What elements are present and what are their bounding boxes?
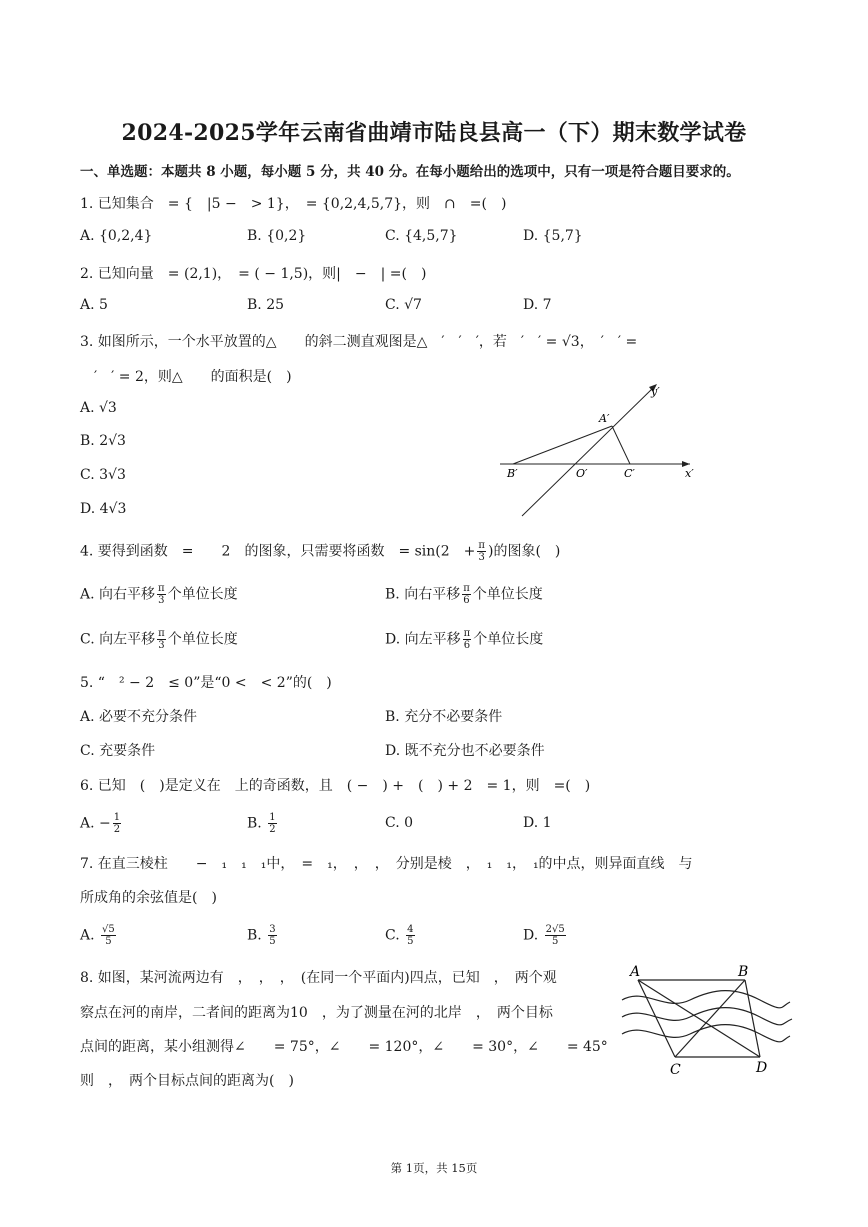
frac-num: √5 [102,924,115,935]
frac-num: π [463,583,470,594]
q4-option-a [80,583,238,606]
opt-frac [268,924,276,947]
label-y: y′ [651,385,660,398]
q1-option-a: A. {0,2,4} [80,228,153,244]
q4-stem-fraction [477,540,486,563]
frac-den: 5 [407,936,414,947]
frac-num: 3 [269,924,276,935]
q1-option-b: B. {0,2} [247,228,307,244]
question-6-stem: 6. 已知 ( )是定义在 上的奇函数，且 ( − ) + ( ) + 2 = 1，则 =( ) [80,778,591,794]
frac-den: 6 [463,595,470,606]
opt-frac [101,924,116,947]
opt-text: B. [247,815,267,832]
q3-option-a: A. √3 [80,400,117,416]
question-4-stem [80,540,560,563]
q3-option-d: D. 4√3 [80,501,127,517]
question-3-stem: 3. 如图所示，一个水平放置的△ 的斜二测直观图是△ ′ ′ ′，若 ′ ′ = √3， ′ ′ = [80,334,638,350]
q2-option-a: A. 5 [80,297,108,313]
q4-option-c [80,628,238,651]
frac-den: 3 [478,552,485,563]
question-5-stem: 5. “ ² − 2 ≤ 0”是“0 < < 2”的( ) [80,675,332,691]
opt-frac [157,628,166,651]
opt-tail: 个单位长度 [472,586,543,603]
q2-option-d: D. 7 [523,297,552,313]
q7-option-a [80,924,118,947]
q7-option-b [247,924,279,947]
q4-stem-tail: )的图象( ) [487,543,561,560]
segment-bd [745,980,760,1057]
opt-tail: 个单位长度 [167,586,238,603]
label-a: A [630,964,641,980]
label-b: B [738,964,749,980]
q5-option-a: A. 必要不充分条件 [80,709,198,725]
q1-option-d: D. {5,7} [523,228,583,244]
q3-option-b: B. 2√3 [80,433,126,449]
q3-option-c: C. 3√3 [80,467,126,483]
label-b: B′ [507,467,518,480]
q6-option-b [247,812,279,835]
question-8-stem-line3: 点间的距离，某小组测得∠ = 75°，∠ = 120°，∠ = 30°，∠ = 45° [80,1039,608,1055]
question-7-stem-line2: 所成角的余弦值是( ) [80,890,217,906]
frac-num: 4 [407,924,414,935]
q6-option-d: D. 1 [523,815,552,831]
river-wave-3 [622,1025,790,1042]
opt-text: C. 向左平移 [80,631,156,648]
q4-option-d [385,628,543,651]
opt-frac [113,812,121,835]
question-8-stem-line2: 察点在河的南岸，二者间的距离为10 ，为了测量在河的北岸 ， 两个目标 [80,1005,553,1021]
frac-den: 5 [269,936,276,947]
question-2-stem: 2. 已知向量 = (2,1)， = ( − 1,5)，则| − | =( ) [80,266,427,282]
label-d: D [756,1060,768,1076]
opt-frac [157,583,166,606]
opt-text: D. [523,927,543,944]
q5-option-b: B. 充分不必要条件 [385,709,503,725]
question-8-stem-line4: 则 ， 两个目标点间的距离为( ) [80,1073,294,1089]
frac-num: π [463,628,471,639]
section-heading: 一、单选题：本题共 8 小题，每小题 5 分，共 40 分。在每小题给出的选项中，只有一项是符合题目要求的。 [80,164,740,180]
opt-frac [462,583,471,606]
question-1-stem: 1. 已知集合 = { |5 − > 1}， = {0,2,4,5,7}，则 ∩ =( ) [80,196,507,212]
opt-text: D. 向左平移 [385,631,461,648]
label-c: C′ [624,467,635,480]
q5-option-c: C. 充要条件 [80,743,156,759]
q2-option-c: C. √7 [385,297,422,313]
question-7-stem: 7. 在直三棱柱 − ₁ ₁ ₁中， = ₁， ， ， 分别是棱 ， ₁ ₁， ₁的中点，则异面直线 与 [80,856,693,872]
opt-tail: 个单位长度 [167,631,238,648]
q6-option-a [80,812,123,835]
question-3-stem-line2: ′ ′ = 2，则△ 的面积是( ) [80,369,292,385]
q2-option-b: B. 25 [247,297,285,313]
river-figure [620,962,795,1077]
frac-num: π [158,628,165,639]
page-footer: 第 1页，共 15页 [390,1161,478,1175]
label-x: x′ [685,467,694,480]
opt-frac [268,812,276,835]
y-axis [522,386,655,516]
q7-option-d [523,924,568,947]
label-c: C [670,1062,681,1078]
segment-ab [513,426,612,464]
frac-num: π [158,583,165,594]
frac-den: 3 [158,640,165,651]
q6-option-c: C. 0 [385,815,414,831]
oblique-projection-figure [495,380,705,520]
frac-num: 1 [113,812,121,823]
frac-den: 5 [105,936,112,947]
opt-text: B. [247,927,267,944]
q1-option-c: C. {4,5,7} [385,228,458,244]
label-a: A′ [599,412,610,425]
frac-num: 1 [269,812,276,823]
question-8-stem: 8. 如图，某河流两边有 ， ， ， (在同一个平面内)四点，已知 ， 两个观 [80,970,557,986]
frac-num: π [478,540,485,551]
opt-text: C. [385,927,405,944]
frac-den: 6 [463,640,471,651]
opt-frac [463,628,472,651]
opt-text: A. 向右平移 [80,586,156,603]
opt-frac [406,924,414,947]
frac-den: 2 [113,824,121,835]
opt-tail: 个单位长度 [473,631,544,648]
q7-option-c [385,924,417,947]
q4-option-b [385,583,543,606]
opt-frac [545,924,566,947]
label-o: O′ [576,467,588,480]
opt-text: A. [80,927,100,944]
frac-den: 2 [269,824,276,835]
frac-den: 3 [158,595,165,606]
q4-stem-text: 4. 要得到函数 = 2 的图象，只需要将函数 = sin(2 + [80,543,476,560]
q5-option-d: D. 既不充分也不必要条件 [385,743,545,759]
opt-text: A. − [80,815,111,832]
opt-text: B. 向右平移 [385,586,461,603]
frac-den: 5 [552,936,559,947]
page-title: 2024-2025学年云南省曲靖市陆良县高一（下）期末数学试卷 [121,120,747,146]
segment-ac [612,426,630,464]
frac-num: 2√5 [545,924,565,935]
